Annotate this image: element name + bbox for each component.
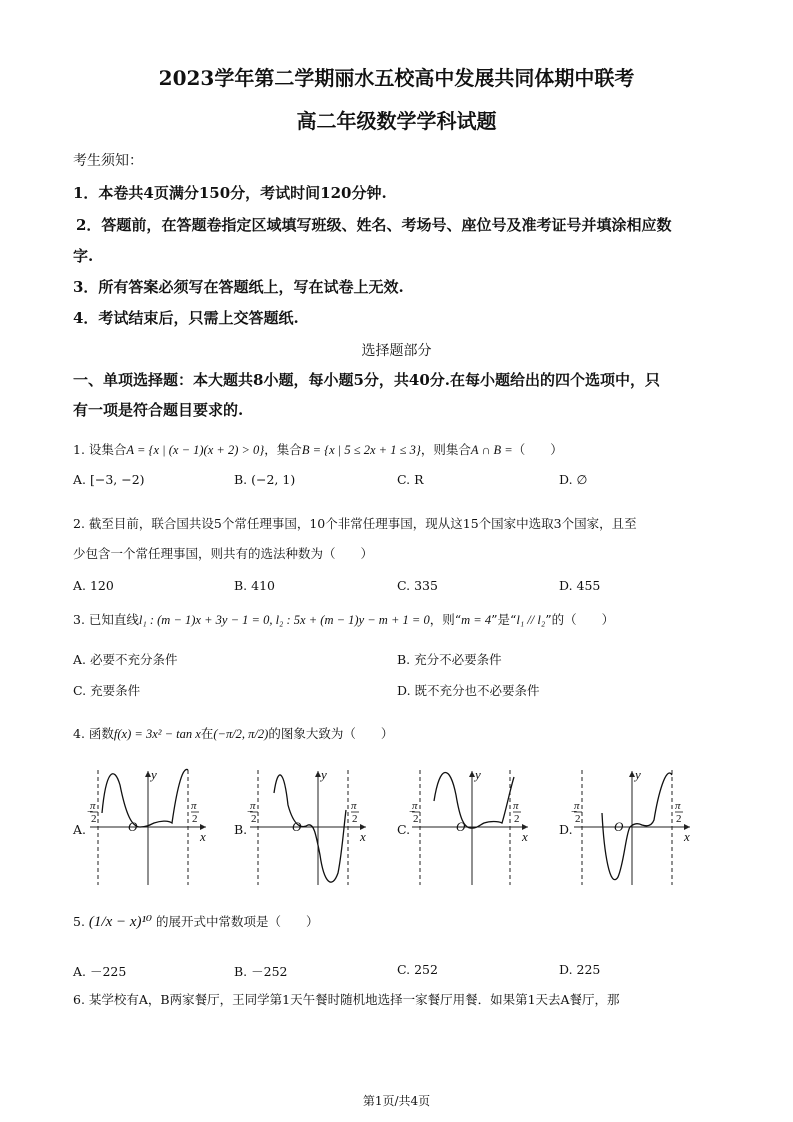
q4-graph-b bbox=[248, 765, 373, 890]
y-axis-label: y bbox=[151, 767, 157, 782]
q4-function: f(x) = 3x² − tan x bbox=[113, 727, 201, 741]
q2-option-d: D. 455 bbox=[559, 578, 601, 593]
q5-option-c: C. 252 bbox=[397, 962, 438, 977]
origin-label: O bbox=[128, 819, 138, 834]
q3-condition: m = 4 bbox=[461, 613, 492, 627]
q3-option-d: D. 既不充分也不必要条件 bbox=[397, 683, 540, 698]
q2-option-c: C. 335 bbox=[397, 578, 438, 593]
origin-label: O bbox=[614, 819, 624, 834]
section-title: 选择题部分 bbox=[361, 343, 432, 359]
notice-item-1: 1．本卷共4页满分150分，考试时间120分钟. bbox=[73, 184, 387, 202]
q3-option-c: C. 充要条件 bbox=[73, 683, 141, 698]
q3-mid2: ”是“ bbox=[491, 612, 517, 627]
q5-option-a: A. －225 bbox=[73, 964, 127, 979]
notice-item-4: 4．考试结束后，只需上交答题纸. bbox=[73, 309, 299, 327]
pos-pi-label: π bbox=[513, 800, 519, 812]
x-axis-label: x bbox=[522, 829, 528, 844]
q3-option-b: B. 充分不必要条件 bbox=[397, 652, 502, 667]
q5-prefix: 5. bbox=[73, 914, 85, 929]
origin-label: O bbox=[456, 819, 466, 834]
q3-mid: ，则“ bbox=[429, 612, 462, 627]
neg-two-label: 2 bbox=[575, 813, 581, 825]
exam-subtitle: 高二年级数学学科试题 bbox=[296, 109, 497, 133]
q3-option-a: A. 必要不充分条件 bbox=[73, 652, 178, 667]
q2-option-b: B. 410 bbox=[234, 578, 275, 593]
y-axis-label: y bbox=[321, 767, 327, 782]
q3-prefix: 3. 已知直线 bbox=[73, 612, 139, 627]
q4-option-a-label: A. bbox=[73, 822, 87, 837]
notice-item-2: 2．答题前，在答题卷指定区域填写班级、姓名、考场号、座位号及准考证号并填涂相应数 bbox=[76, 216, 672, 234]
y-axis-label: y bbox=[475, 767, 481, 782]
q3-lines: l₁ : (m − 1)x + 3y − 1 = 0, l₂ : 5x + (m − 1)y − m + 1 = 0 bbox=[138, 613, 430, 627]
neg-sign-label: − bbox=[409, 806, 416, 818]
q4-option-d-label: D. bbox=[559, 822, 573, 837]
q1-set-b: B = {x | 5 ≤ 2x + 1 ≤ 3} bbox=[301, 443, 421, 457]
graph-b-svg bbox=[248, 765, 373, 890]
neg-pi-label: π bbox=[90, 800, 96, 812]
q4-suffix: 的图象大致为（ ） bbox=[268, 726, 394, 741]
x-axis-label: x bbox=[684, 829, 690, 844]
pos-two-label: 2 bbox=[514, 813, 520, 825]
pos-pi-label: π bbox=[191, 800, 197, 812]
notice-item-2-cont: 字. bbox=[73, 247, 94, 265]
notice-heading: 考生须知： bbox=[73, 153, 143, 169]
x-axis-label: x bbox=[200, 829, 206, 844]
section-heading-line1: 一、单项选择题：本大题共8小题，每小题5分，共40分.在每小题给出的四个选项中，只 bbox=[73, 371, 660, 389]
function-curve bbox=[102, 769, 188, 827]
q3-condition-2: l₁ // l₂ bbox=[516, 613, 546, 627]
x-axis-label: x bbox=[360, 829, 366, 844]
function-curve bbox=[274, 775, 346, 882]
question-5 bbox=[73, 912, 319, 931]
q5-option-d: D. 225 bbox=[559, 962, 601, 977]
neg-pi-label: π bbox=[574, 800, 580, 812]
exam-title: 2023学年第二学期丽水五校高中发展共同体期中联考 bbox=[158, 66, 635, 90]
question-4 bbox=[73, 724, 393, 742]
q1-option-c: C. R bbox=[397, 472, 424, 487]
q4-option-c-label: C. bbox=[397, 822, 411, 837]
q4-option-b-label: B. bbox=[234, 822, 248, 837]
q1-option-a: A. [−3, −2) bbox=[73, 472, 145, 487]
question-3 bbox=[73, 610, 614, 628]
function-curve bbox=[602, 773, 672, 880]
notice-item-3: 3．所有答案必须写在答题纸上，写在试卷上无效. bbox=[73, 278, 404, 296]
q3-suffix: ”的（ ） bbox=[545, 612, 615, 627]
neg-two-label: 2 bbox=[251, 813, 257, 825]
q1-suffix: ，则集合 bbox=[420, 442, 471, 457]
question-2-line1: 2. 截至目前，联合国共设5个常任理事国，10个非常任理事国，现从这15个国家中选取3个国家，且至 bbox=[73, 516, 637, 531]
q5-option-b: B. －252 bbox=[234, 964, 288, 979]
neg-two-label: 2 bbox=[413, 813, 419, 825]
page-footer: 第1页/共4页 bbox=[362, 1094, 431, 1108]
neg-two-label: 2 bbox=[91, 813, 97, 825]
neg-pi-label: π bbox=[412, 800, 418, 812]
graph-d-svg bbox=[572, 765, 697, 890]
q4-graph-d bbox=[572, 765, 697, 890]
pos-two-label: 2 bbox=[192, 813, 198, 825]
function-curve bbox=[434, 772, 514, 828]
pos-two-label: 2 bbox=[676, 813, 682, 825]
q1-ask: A ∩ B = bbox=[470, 443, 513, 457]
neg-sign-label: − bbox=[247, 806, 254, 818]
neg-sign-label: − bbox=[87, 806, 94, 818]
q4-interval: (−π/2, π/2) bbox=[213, 727, 269, 741]
pos-two-label: 2 bbox=[352, 813, 358, 825]
q1-option-b: B. (−2, 1) bbox=[234, 472, 296, 487]
graph-a-svg bbox=[88, 765, 213, 890]
q4-prefix: 4. 函数 bbox=[73, 726, 114, 741]
question-6-line1: 6. 某学校有A，B两家餐厅，王同学第1天午餐时随机地选择一家餐厅用餐．如果第1天去A餐厅，那 bbox=[73, 992, 620, 1007]
neg-pi-label: π bbox=[250, 800, 256, 812]
q2-option-a: A. 120 bbox=[73, 578, 114, 593]
q5-suffix: 的展开式中常数项是（ ） bbox=[156, 914, 319, 929]
q1-mid: ，集合 bbox=[264, 442, 302, 457]
pos-pi-label: π bbox=[351, 800, 357, 812]
section-heading-line2: 有一项是符合题目要求的. bbox=[73, 401, 244, 419]
q1-option-d: D. ∅ bbox=[559, 472, 588, 487]
q1-prefix: 1. 设集合 bbox=[73, 442, 127, 457]
q4-mid: 在 bbox=[200, 726, 214, 741]
q1-set-a: A = {x | (x − 1)(x + 2) > 0} bbox=[126, 443, 265, 457]
question-1 bbox=[73, 440, 563, 458]
q4-graph-a bbox=[88, 765, 213, 890]
neg-sign-label: − bbox=[571, 806, 578, 818]
graph-c-svg bbox=[410, 765, 535, 890]
q5-expression: (1/x − x)¹⁰ bbox=[88, 914, 153, 930]
q4-graph-c bbox=[410, 765, 535, 890]
q1-paren: （ ） bbox=[512, 442, 563, 457]
question-2-line2: 少包含一个常任理事国，则共有的选法种数为（ ） bbox=[73, 546, 374, 561]
origin-label: O bbox=[292, 819, 302, 834]
y-axis-label: y bbox=[635, 767, 641, 782]
pos-pi-label: π bbox=[675, 800, 681, 812]
